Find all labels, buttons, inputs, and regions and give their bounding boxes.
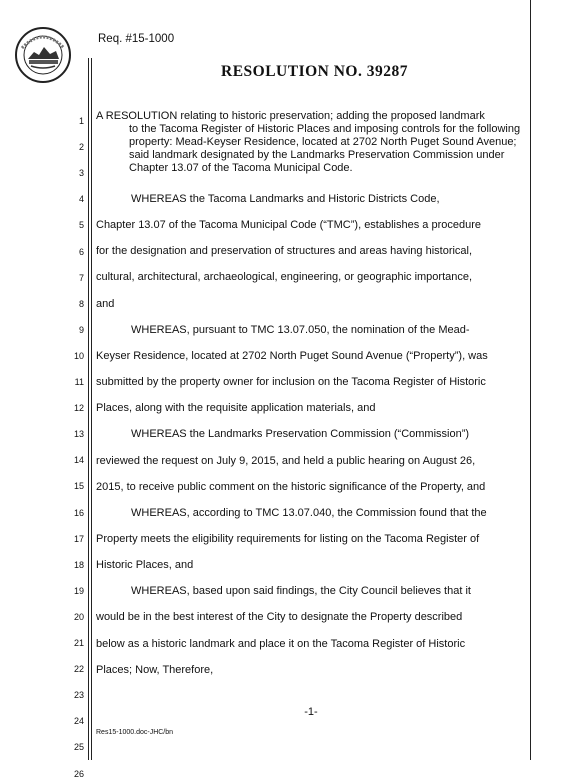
resolution-intro (96, 110, 521, 175)
body-line: WHEREAS, based upon said findings, the City Council believes that it (131, 585, 471, 598)
line-number: 13 (73, 429, 84, 440)
line-number: 25 (73, 742, 84, 753)
line-number: 8 (78, 298, 84, 309)
line-number: 23 (73, 690, 84, 701)
body-line: reviewed the request on July 9, 2015, and held a public hearing on August 26, (96, 454, 476, 467)
line-number: 3 (78, 168, 84, 179)
line-number: 18 (73, 559, 84, 570)
body-line: Historic Places, and (96, 559, 194, 572)
line-number: 24 (73, 716, 84, 727)
body-line: Chapter 13.07 of the Tacoma Municipal Code (“TMC”), establishes a procedure (96, 219, 481, 232)
line-number: 17 (73, 533, 84, 544)
line-number: 22 (73, 664, 84, 675)
city-seal-icon (14, 26, 72, 84)
line-number: 14 (73, 455, 84, 466)
body-line: Property meets the eligibility requirements for listing on the Tacoma Register of (96, 532, 480, 545)
body-line: WHEREAS, according to TMC 13.07.040, the Commission found that the (131, 506, 487, 519)
body-line: would be in the best interest of the City to designate the Property described (96, 611, 463, 624)
line-number: 16 (73, 507, 84, 518)
line-number: 5 (78, 220, 84, 231)
document-id: Res15-1000.doc-JHC/bn (96, 729, 174, 736)
body-line: submitted by the property owner for inclusion on the Tacoma Register of Historic (96, 376, 486, 389)
body-line: Places; Now, Therefore, (96, 663, 214, 676)
body-line: and (96, 297, 115, 310)
line-number: 6 (78, 246, 84, 257)
body-line: WHEREAS, pursuant to TMC 13.07.050, the nomination of the Mead- (131, 323, 470, 336)
line-number: 4 (78, 194, 84, 205)
line-number: 15 (73, 481, 84, 492)
intro-first-line: A RESOLUTION relating to historic preservation; adding the proposed landmark (96, 110, 485, 122)
body-line: Keyser Residence, located at 2702 North Puget Sound Avenue (“Property”), was (96, 349, 488, 362)
line-number: 9 (78, 324, 84, 335)
line-number: 21 (73, 638, 84, 648)
line-number: 12 (73, 403, 84, 414)
line-number: 1 (78, 116, 84, 126)
page-number: -1- (304, 706, 318, 718)
line-number: 11 (74, 377, 84, 387)
body-line: cultural, architectural, archaeological, engineering, or geographic importance, (96, 271, 473, 284)
line-number: 26 (73, 768, 84, 779)
line-number: 19 (73, 585, 84, 596)
intro-continuation: to the Tacoma Register of Historic Places and imposing controls for the following property: Mead-Keyser Residence, located at 2702 North Puget Sound Avenue; said landmark designated by the Landmarks Preservation Commission under Chapter 13.07 of the Tacoma Municipal Code. (129, 123, 521, 174)
body-line: Places, along with the requisite application materials, and (96, 402, 376, 415)
left-margin-rule (91, 58, 92, 760)
body-line: WHEREAS the Landmarks Preservation Commission (“Commission”) (131, 428, 470, 441)
line-number: 20 (73, 611, 84, 622)
request-number: Req. #15-1000 (98, 33, 175, 45)
right-margin-rule (530, 0, 531, 760)
body-line: below as a historic landmark and place it on the Tacoma Register of Historic (96, 637, 466, 650)
body-line: WHEREAS the Tacoma Landmarks and Historic Districts Code, (131, 193, 440, 205)
left-margin-rule (88, 58, 89, 760)
body-line: 2015, to receive public comment on the historic significance of the Property, and (96, 480, 486, 493)
line-number: 2 (78, 142, 84, 153)
body-line: for the designation and preservation of structures and areas having historical, (96, 245, 473, 258)
resolution-title: RESOLUTION NO. 39287 (221, 63, 408, 80)
line-number: 7 (78, 272, 84, 283)
line-number: 10 (73, 350, 84, 361)
